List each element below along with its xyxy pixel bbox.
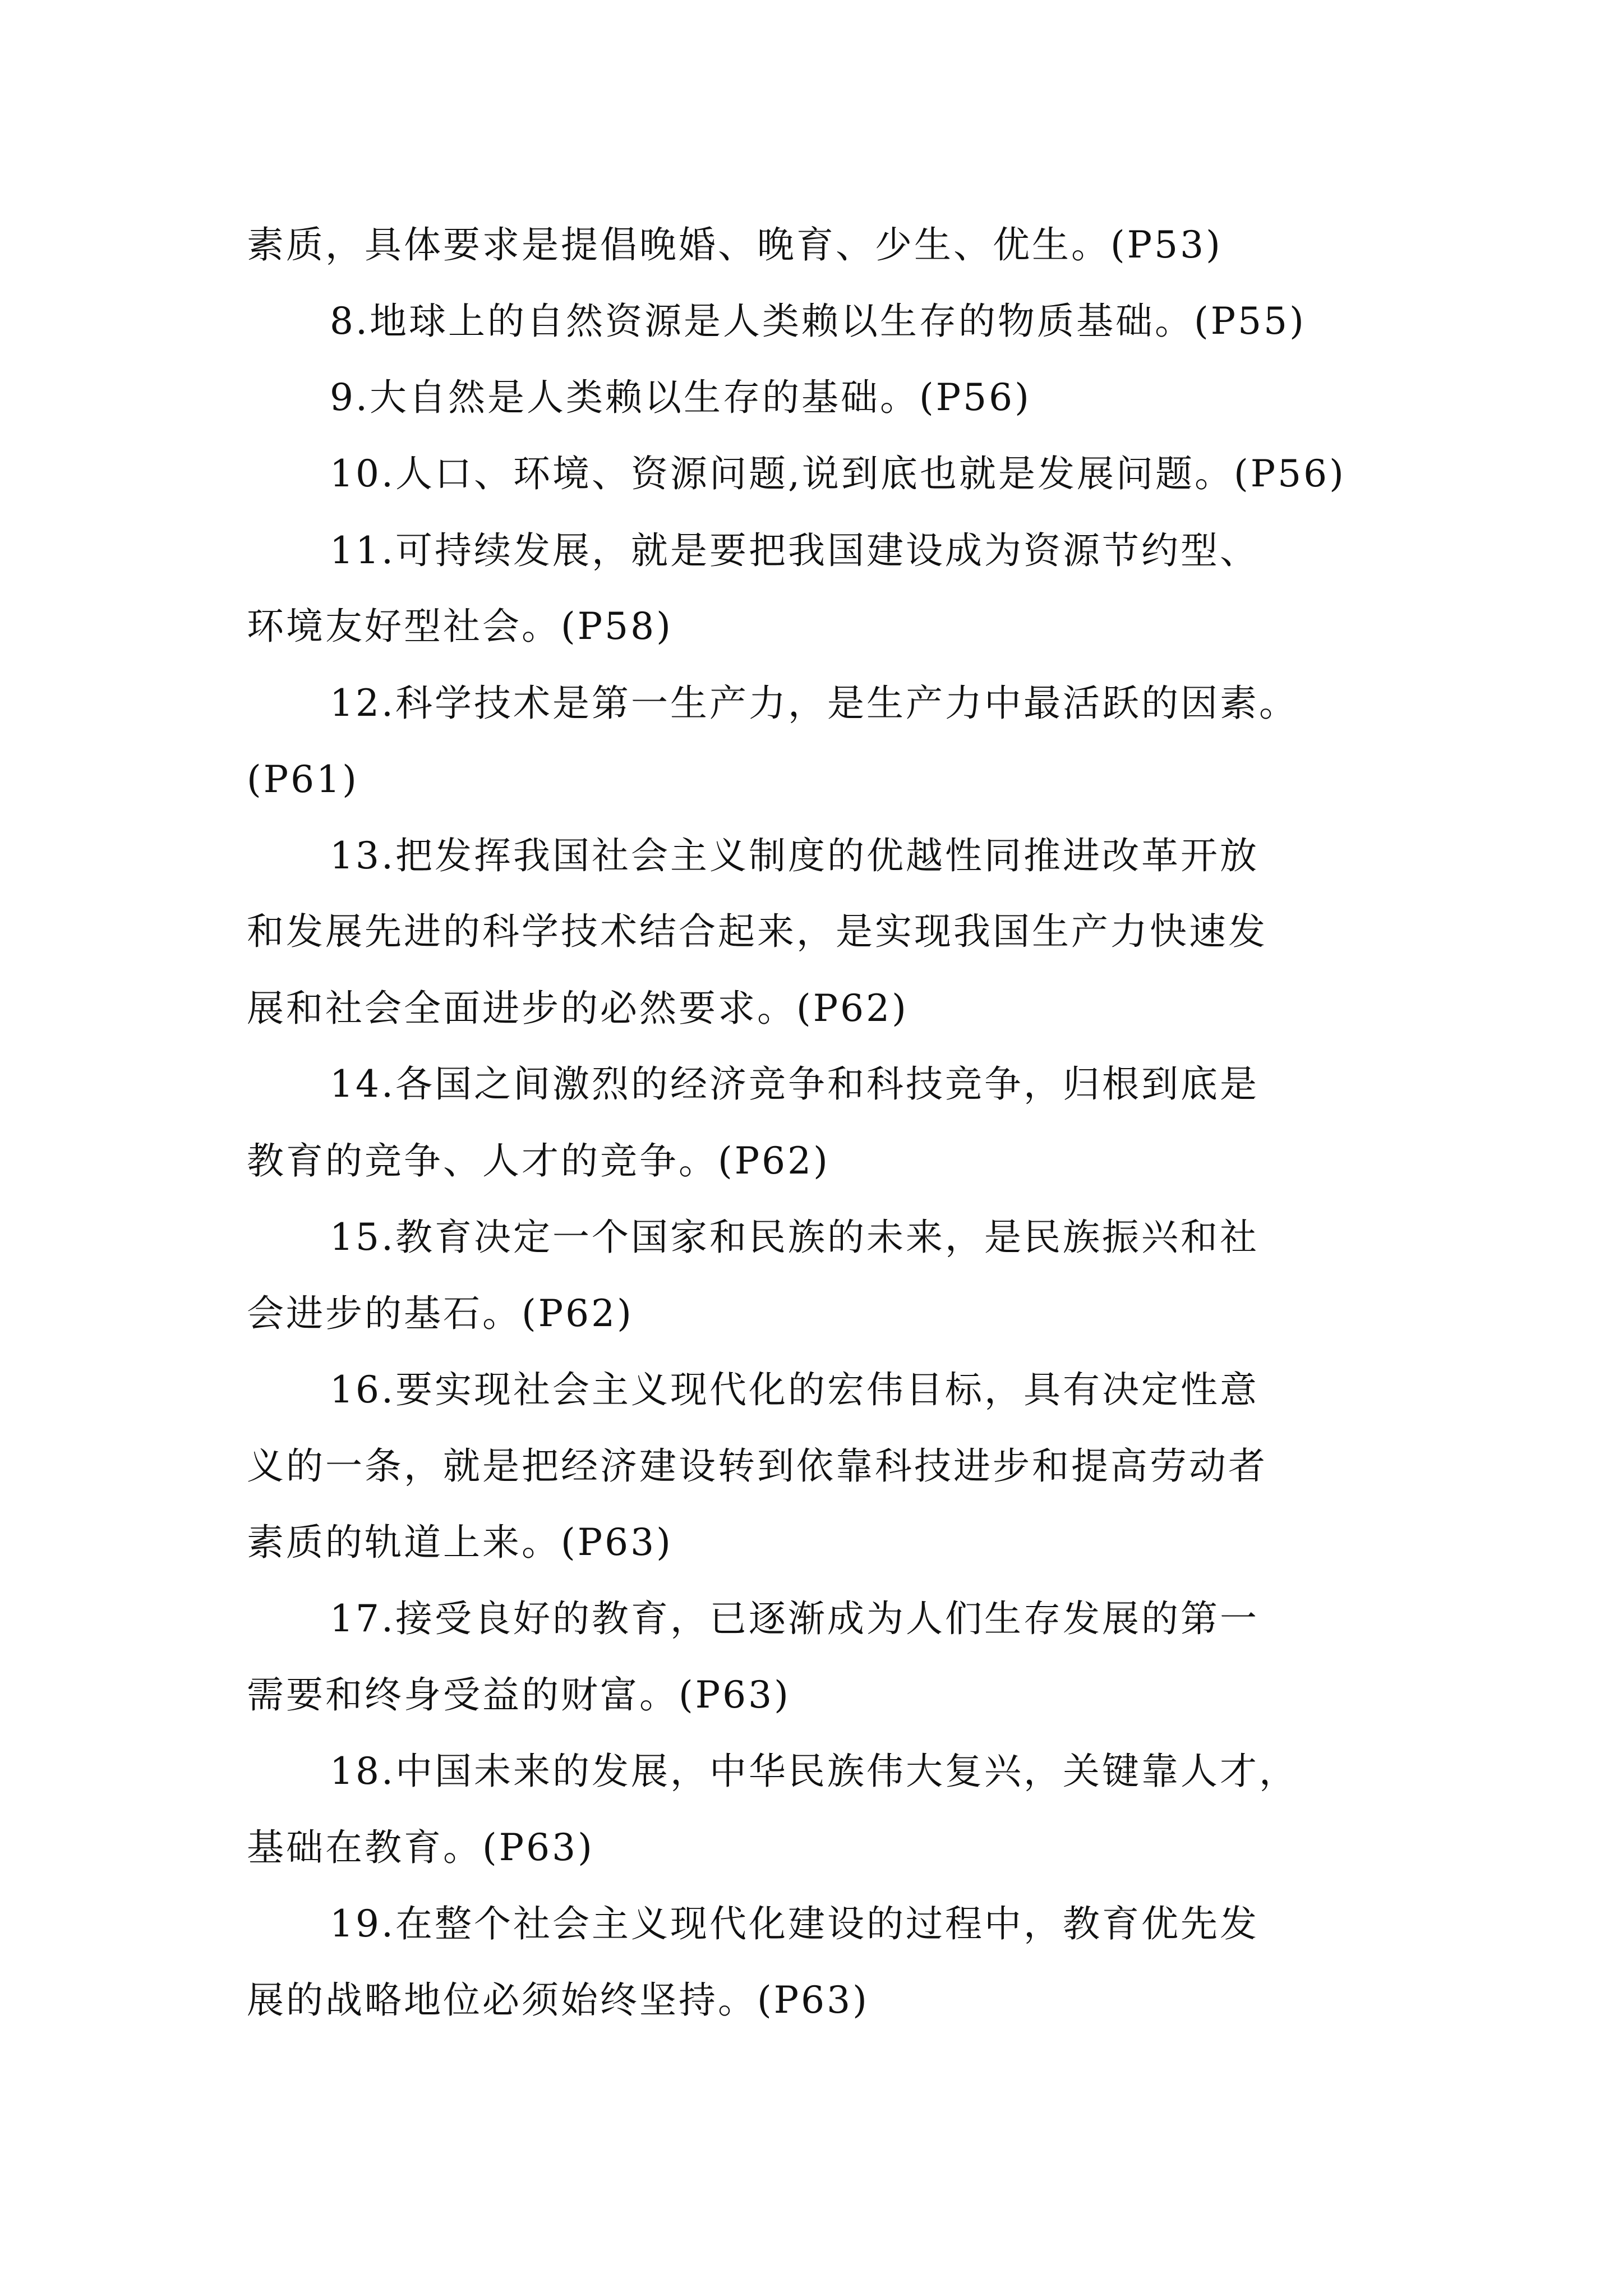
item-18-line-2: 基础在教育。(P63) bbox=[247, 1826, 594, 1869]
item-8-line-1: 8.地球上的自然资源是人类赖以生存的物质基础。(P55) bbox=[330, 300, 1306, 343]
item-14-line-2: 教育的竞争、人才的竞争。(P62) bbox=[247, 1139, 830, 1182]
item-15-line-1: 15.教育决定一个国家和民族的未来，是民族振兴和社 bbox=[330, 1216, 1259, 1259]
item-13-line-2: 和发展先进的科学技术结合起来，是实现我国生产力快速发 bbox=[247, 910, 1267, 953]
item-16-line-1: 16.要实现社会主义现代化的宏伟目标，具有决定性意 bbox=[330, 1368, 1259, 1411]
text-line-continuation-7: 素质，具体要求是提倡晚婚、晚育、少生、优生。(P53) bbox=[247, 223, 1223, 266]
item-19-line-2: 展的战略地位必须始终坚持。(P63) bbox=[247, 1978, 869, 2022]
item-19-line-1: 19.在整个社会主义现代化建设的过程中，教育优先发 bbox=[330, 1902, 1259, 1945]
item-13-line-1: 13.把发挥我国社会主义制度的优越性同推进改革开放 bbox=[330, 834, 1259, 877]
item-9-line-1: 9.大自然是人类赖以生存的基础。(P56) bbox=[330, 376, 1031, 419]
item-12-line-1: 12.科学技术是第一生产力，是生产力中最活跃的因素。 bbox=[330, 682, 1298, 725]
item-14-line-1: 14.各国之间激烈的经济竞争和科技竞争，归根到底是 bbox=[330, 1062, 1259, 1106]
item-15-line-2: 会进步的基石。(P62) bbox=[247, 1292, 634, 1335]
item-17-line-1: 17.接受良好的教育，已逐渐成为人们生存发展的第一 bbox=[330, 1597, 1259, 1640]
item-17-line-2: 需要和终身受益的财富。(P63) bbox=[247, 1673, 791, 1717]
item-13-line-3: 展和社会全面进步的必然要求。(P62) bbox=[247, 987, 909, 1030]
item-16-line-2: 义的一条，就是把经济建设转到依靠科技进步和提高劳动者 bbox=[247, 1444, 1267, 1488]
item-11-line-2: 环境友好型社会。(P58) bbox=[247, 605, 673, 648]
item-18-line-1: 18.中国未来的发展，中华民族伟大复兴，关键靠人才， bbox=[330, 1750, 1298, 1793]
item-10-line-1: 10.人口、环境、资源问题,说到底也就是发展问题。(P56) bbox=[330, 452, 1346, 495]
item-12-line-2: (P61) bbox=[247, 758, 359, 801]
item-16-line-3: 素质的轨道上来。(P63) bbox=[247, 1521, 673, 1564]
item-11-line-1: 11.可持续发展，就是要把我国建设成为资源节约型、 bbox=[330, 529, 1259, 572]
